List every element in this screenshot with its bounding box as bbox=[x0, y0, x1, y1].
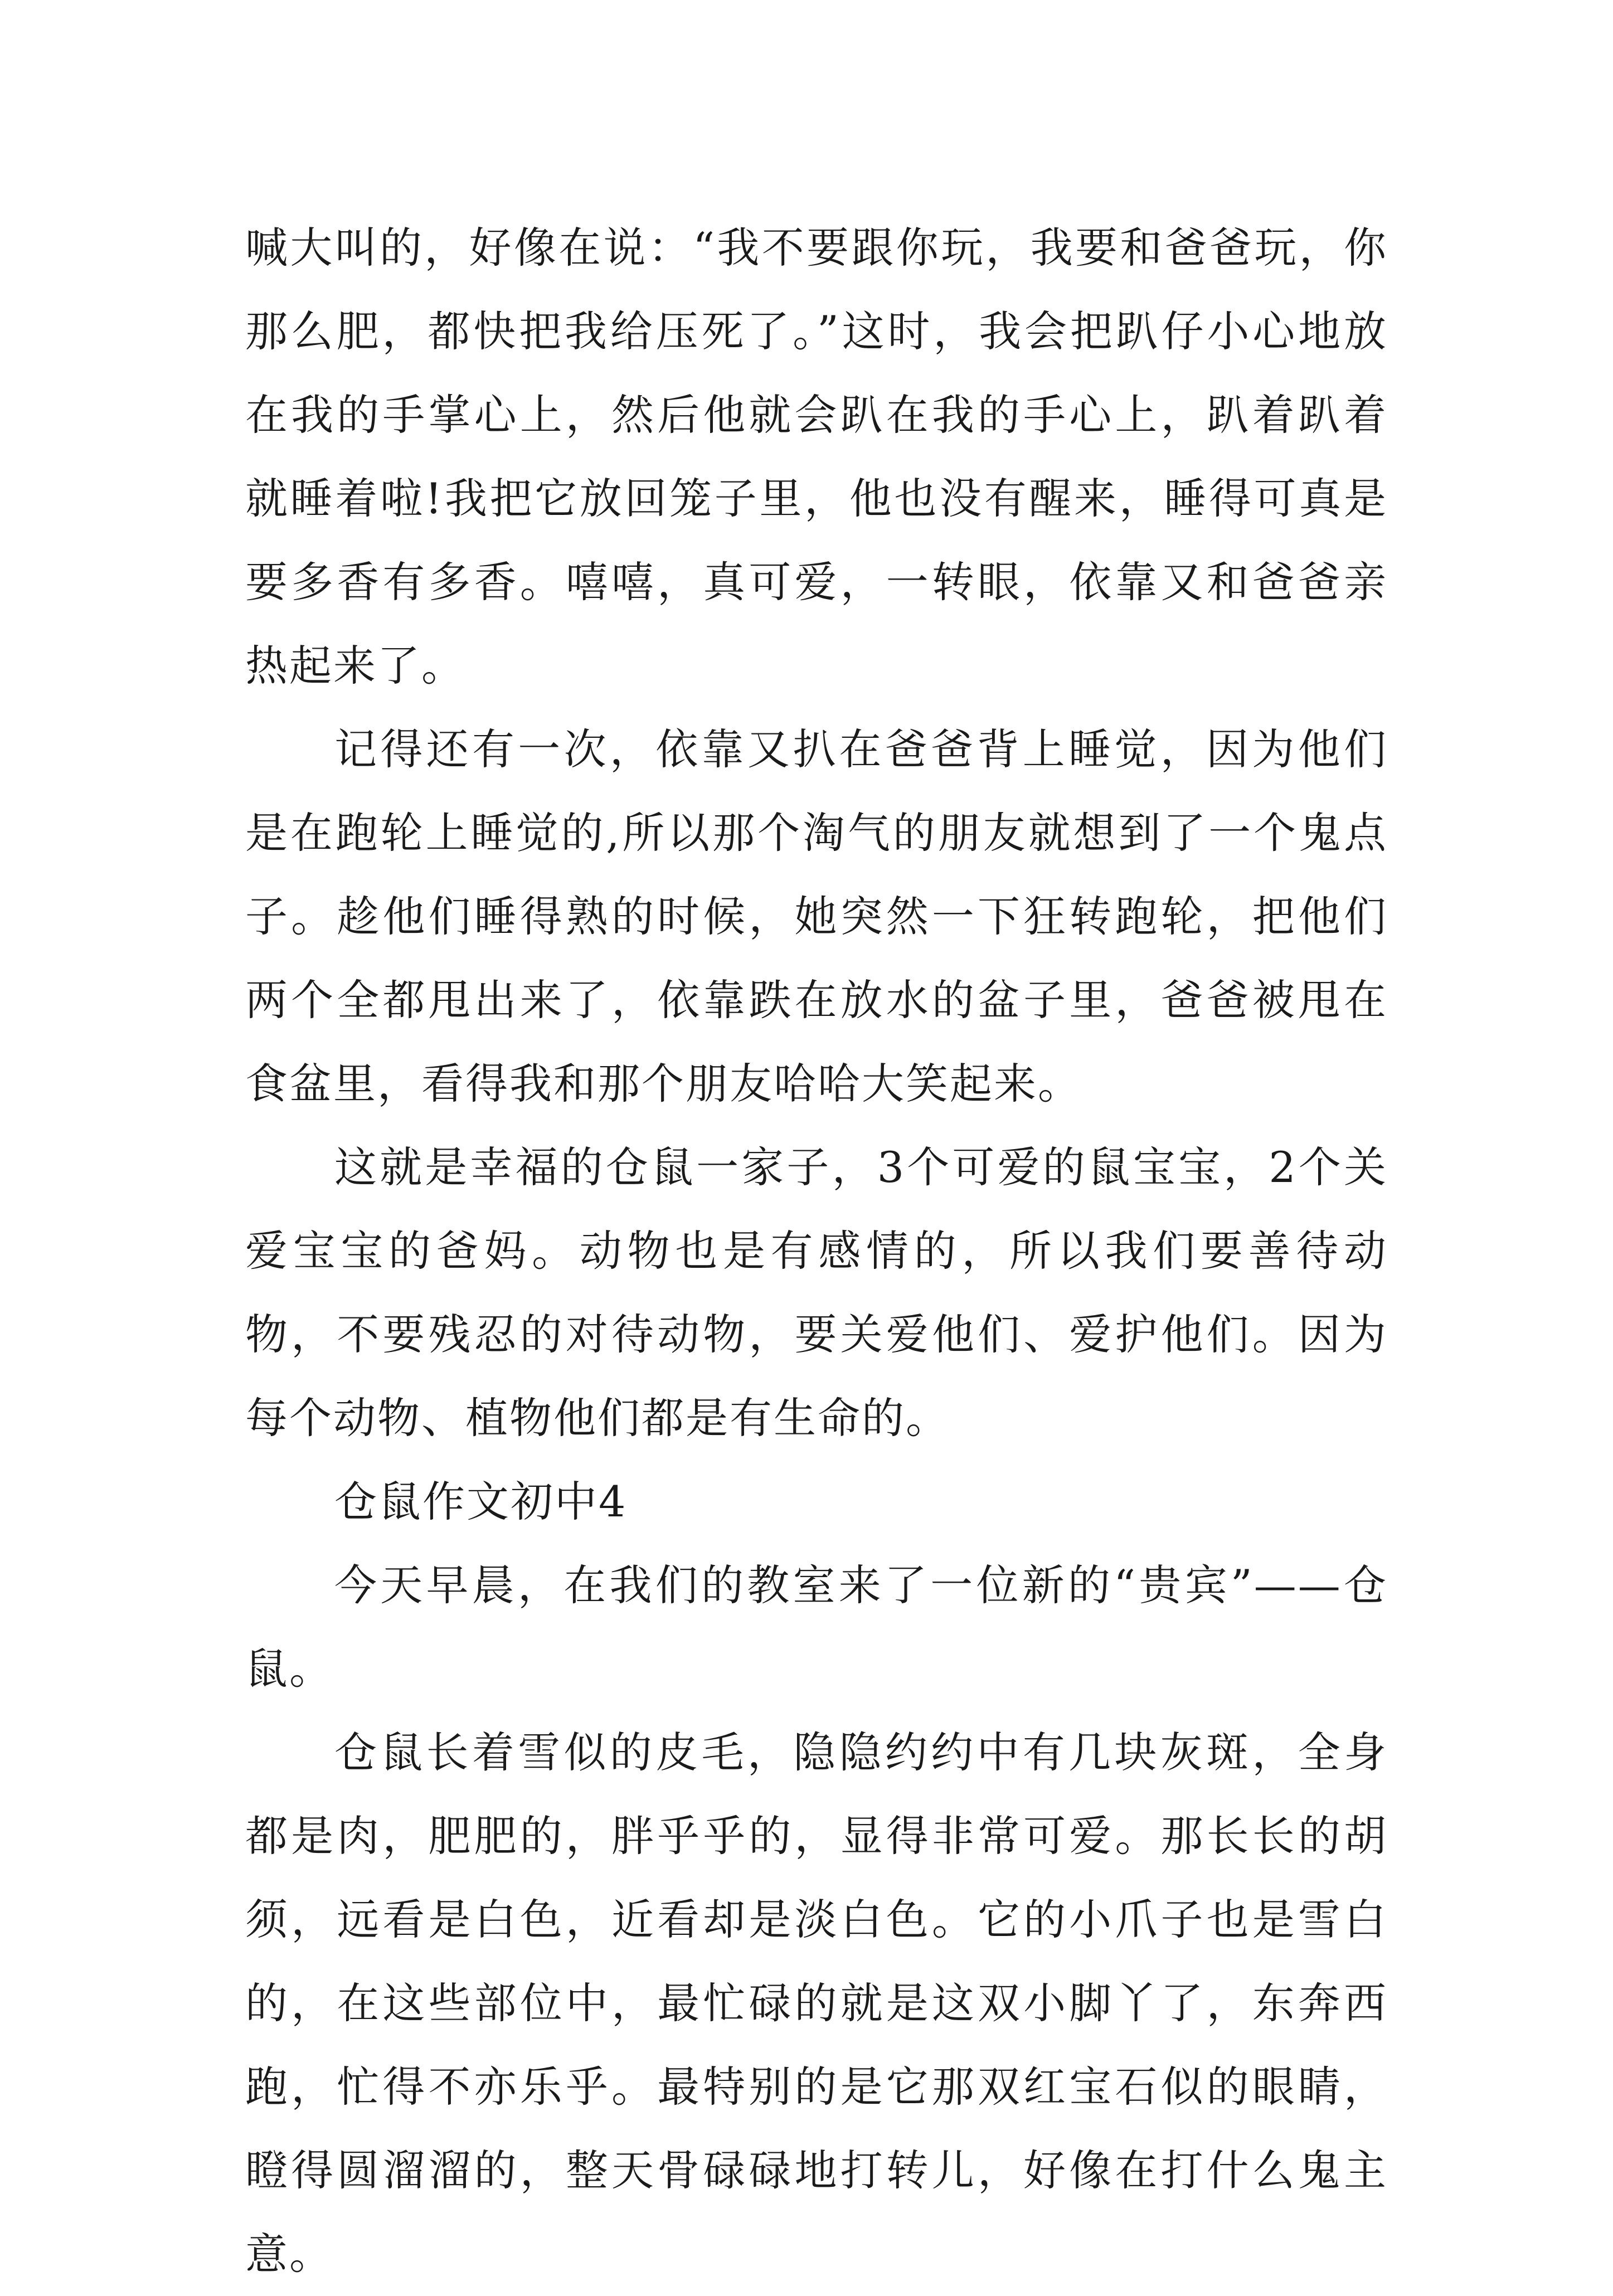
paragraph-continued: 喊大叫的，好像在说：“我不要跟你玩，我要和爸爸玩，你那么肥，都快把我给压死了。”这时，我会把趴仔小心地放在我的手掌心上，然后他就会趴在我的手心上，趴着趴着就睡着啦!我把它放回笼子里，他也没有醒来，睡得可真是要多香有多香。嘻嘻，真可爱，一转眼，依靠又和爸爸亲热起来了。 bbox=[245, 223, 1388, 690]
document-body bbox=[245, 206, 1388, 2296]
paragraph-hamster-family: 这就是幸福的仓鼠一家子，3个可爱的鼠宝宝，2个关爱宝宝的爸妈。动物也是有感情的，所以我们要善待动物，不要残忍的对待动物，要关爱他们、爱护他们。因为每个动物、植物他们都是有生命的。 bbox=[245, 1142, 1388, 1443]
paragraph-new-guest: 今天早晨，在我们的教室来了一位新的“贵宾”——仓鼠。 bbox=[245, 1560, 1388, 1694]
section-heading: 仓鼠作文初中4 bbox=[334, 1477, 628, 1526]
paragraph-running-wheel: 记得还有一次，依靠又扒在爸爸背上睡觉，因为他们是在跑轮上睡觉的,所以那个淘气的朋友就想到了一个鬼点子。趁他们睡得熟的时候，她突然一下狂转跑轮，把他们两个全都甩出来了，依靠跌在放水的盆子里，爸爸被甩在食盆里，看得我和那个朋友哈哈大笑起来。 bbox=[245, 724, 1388, 1108]
paragraph-hamster-description: 仓鼠长着雪似的皮毛，隐隐约约中有几块灰斑，全身都是肉，肥肥的，胖乎乎的，显得非常可爱。那长长的胡须，远看是白色，近看却是淡白色。它的小爪子也是雪白的，在这些部位中，最忙碌的就是这双小脚丫了，东奔西跑，忙得不亦乐乎。最特别的是它那双红宝石似的眼睛，瞪得圆溜溜的，整天骨碌碌地打转儿，好像在打什么鬼主意。 bbox=[245, 1728, 1388, 2279]
